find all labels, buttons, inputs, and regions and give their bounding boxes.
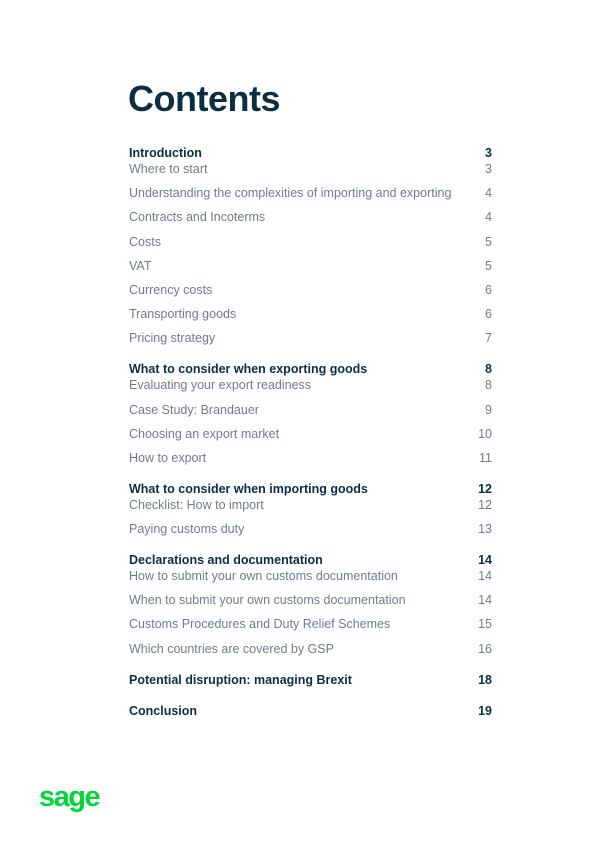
toc-item-label: Evaluating your export readiness (129, 378, 312, 393)
toc-item-page: 4 (485, 210, 492, 225)
toc-item-label: Understanding the complexities of importing and exporting (129, 186, 452, 201)
toc-section (129, 361, 492, 466)
toc-item-page: 9 (485, 402, 492, 417)
toc-item-page: 12 (478, 497, 492, 512)
toc-heading-page: 18 (478, 672, 492, 687)
toc-item-label: Costs (129, 234, 161, 249)
toc-section (129, 672, 492, 688)
toc-item-label: How to submit your own customs documentation (129, 569, 398, 584)
toc-item-page: 10 (478, 426, 492, 441)
toc-heading-label: Potential disruption: managing Brexit (129, 672, 352, 687)
toc-item[interactable] (129, 450, 492, 466)
toc-heading[interactable] (129, 145, 492, 161)
toc-section (129, 481, 492, 537)
toc-heading-label: What to consider when importing goods (129, 481, 368, 496)
toc-item-page: 14 (478, 569, 492, 584)
toc-item-label: When to submit your own customs documentation (129, 593, 406, 608)
toc-item[interactable] (129, 282, 492, 298)
toc-item-label: Choosing an export market (129, 426, 280, 441)
toc-heading-page: 8 (485, 362, 492, 377)
toc-item-label: How to export (129, 450, 207, 465)
toc-item-page: 3 (485, 162, 492, 176)
toc-item-label: VAT (129, 258, 152, 273)
toc-item[interactable] (129, 209, 492, 225)
toc-item-page: 6 (485, 282, 492, 297)
sage-logo-text: sage (39, 782, 100, 813)
toc-heading[interactable] (129, 552, 492, 568)
toc-item[interactable] (129, 616, 492, 632)
toc-heading[interactable] (129, 703, 492, 719)
toc-heading-page: 12 (478, 481, 492, 496)
toc-item-page: 8 (485, 378, 492, 393)
sage-logo (39, 782, 103, 816)
toc-item[interactable] (129, 161, 492, 177)
toc-item-label: Where to start (129, 162, 208, 176)
toc-item[interactable] (129, 330, 492, 346)
toc-item[interactable] (129, 258, 492, 274)
toc-item-label: Which countries are covered by GSP (129, 641, 334, 656)
toc-heading-label: Conclusion (129, 703, 198, 718)
toc-item-page: 7 (485, 331, 492, 346)
page-title: Contents (128, 78, 280, 119)
toc-item-page: 6 (485, 307, 492, 322)
toc-heading[interactable] (129, 361, 492, 377)
toc-item-label: Case Study: Brandauer (129, 402, 259, 417)
toc-item-label: Transporting goods (129, 307, 237, 322)
toc-heading-label: Declarations and documentation (129, 553, 323, 568)
toc-item[interactable] (129, 426, 492, 442)
toc-item-page: 5 (485, 258, 492, 273)
toc-item-label: Checklist: How to import (129, 497, 264, 512)
toc-item[interactable] (129, 185, 492, 201)
toc-item-page: 15 (478, 617, 492, 632)
table-of-contents (129, 145, 492, 734)
toc-heading-label: What to consider when exporting goods (129, 362, 368, 377)
toc-item[interactable] (129, 497, 492, 513)
toc-item[interactable] (129, 402, 492, 418)
toc-item[interactable] (129, 306, 492, 322)
toc-item-label: Paying customs duty (129, 522, 245, 537)
toc-section (129, 703, 492, 719)
toc-heading[interactable] (129, 672, 492, 688)
toc-item-label: Pricing strategy (129, 331, 216, 346)
toc-item[interactable] (129, 521, 492, 537)
toc-item-label: Customs Procedures and Duty Relief Schemes (129, 617, 391, 632)
toc-item[interactable] (129, 234, 492, 250)
toc-heading-page: 19 (478, 703, 492, 718)
toc-item-page: 11 (479, 450, 492, 465)
toc-item[interactable] (129, 641, 492, 657)
toc-item-page: 13 (478, 522, 492, 537)
toc-heading[interactable] (129, 481, 492, 497)
toc-section (129, 552, 492, 657)
toc-item-label: Currency costs (129, 282, 213, 297)
toc-item[interactable] (129, 592, 492, 608)
toc-item[interactable] (129, 568, 492, 584)
toc-heading-page: 3 (485, 146, 492, 160)
toc-heading-page: 14 (478, 553, 492, 568)
toc-item-page: 16 (478, 641, 492, 656)
toc-item-page: 5 (485, 234, 492, 249)
toc-item[interactable] (129, 377, 492, 393)
toc-heading-label: Introduction (129, 146, 202, 160)
toc-section (129, 145, 492, 346)
toc-item-page: 14 (478, 593, 492, 608)
toc-item-page: 4 (485, 186, 492, 201)
toc-item-label: Contracts and Incoterms (129, 210, 266, 225)
